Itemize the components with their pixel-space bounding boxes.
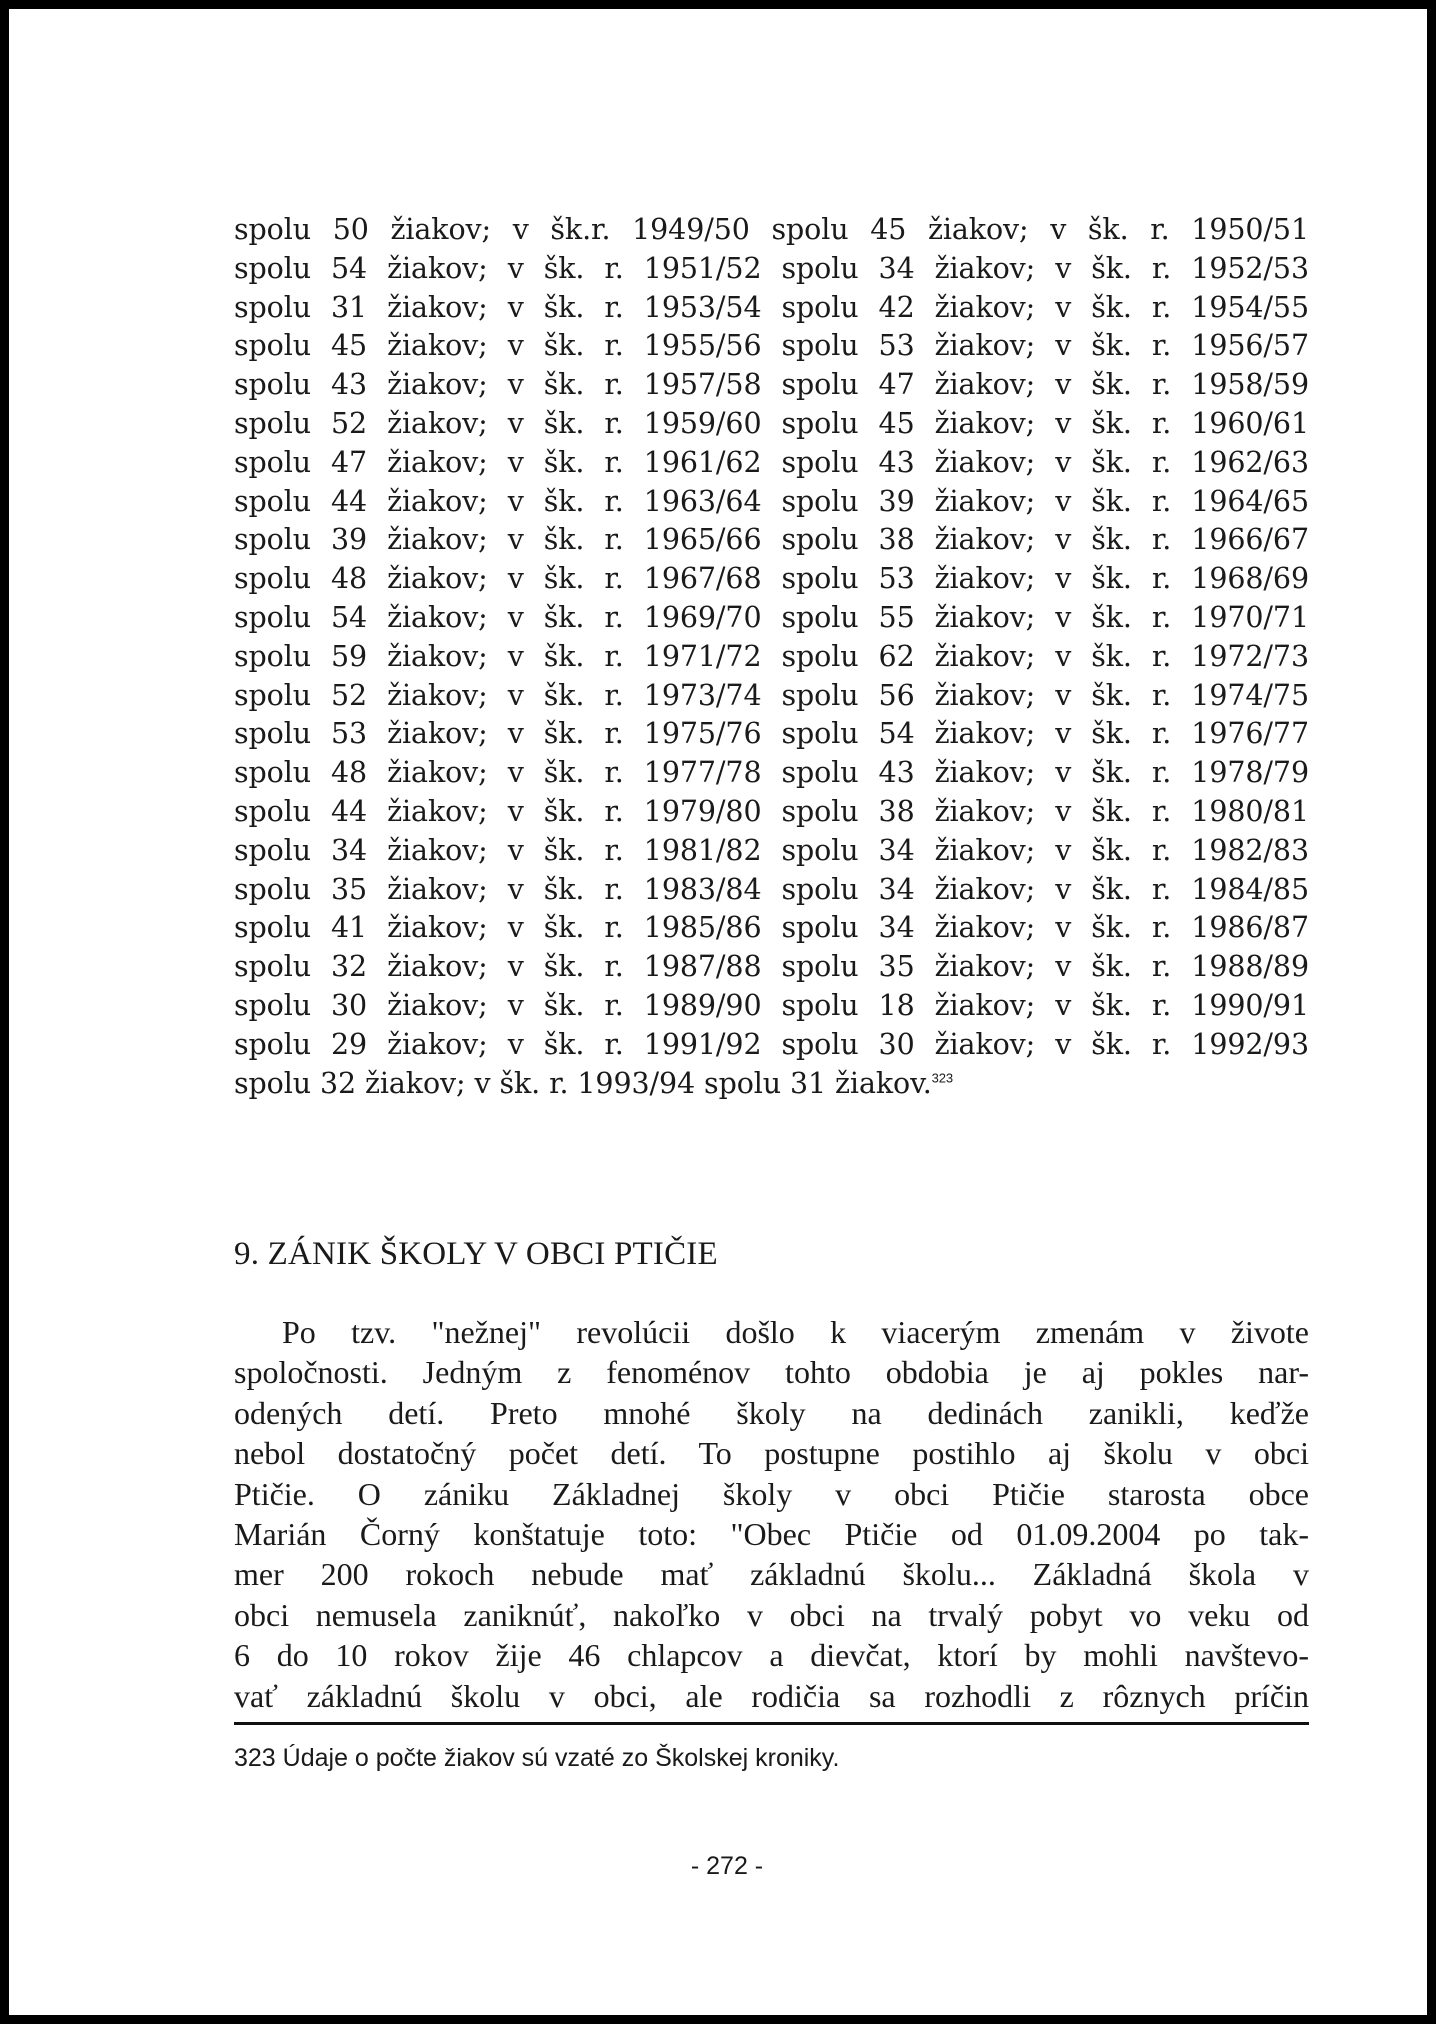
footnote-reference: 323 — [931, 1070, 954, 1086]
stats-line: spolu 52 žiakov; v šk. r. 1973/74 spolu 56 žiakov; v šk. r. 1974/75 — [234, 678, 1309, 712]
stats-line: spolu 47 žiakov; v šk. r. 1961/62 spolu 43 žiakov; v šk. r. 1962/63 — [234, 445, 1309, 479]
stats-line: spolu 34 žiakov; v šk. r. 1981/82 spolu 34 žiakov; v šk. r. 1982/83 — [234, 833, 1309, 867]
stats-line: spolu 30 žiakov; v šk. r. 1989/90 spolu 18 žiakov; v šk. r. 1990/91 — [234, 988, 1309, 1022]
stats-line: spolu 53 žiakov; v šk. r. 1975/76 spolu 54 žiakov; v šk. r. 1976/77 — [234, 717, 1309, 751]
stats-line: spolu 43 žiakov; v šk. r. 1957/58 spolu 47 žiakov; v šk. r. 1958/59 — [234, 368, 1309, 402]
enrollment-statistics — [234, 211, 1309, 1103]
stats-line: spolu 44 žiakov; v šk. r. 1963/64 spolu 39 žiakov; v šk. r. 1964/65 — [234, 484, 1309, 518]
footnote-divider — [234, 1722, 1309, 1725]
stats-line: spolu 52 žiakov; v šk. r. 1959/60 spolu 45 žiakov; v šk. r. 1960/61 — [234, 406, 1309, 440]
paragraph-line: mer 200 rokoch nebude mať základnú školu... Základná škola v — [234, 1556, 1309, 1593]
stats-line: spolu 32 žiakov; v šk. r. 1987/88 spolu 35 žiakov; v šk. r. 1988/89 — [234, 950, 1309, 984]
stats-line: spolu 41 žiakov; v šk. r. 1985/86 spolu 34 žiakov; v šk. r. 1986/87 — [234, 911, 1309, 945]
paragraph-line: odených detí. Preto mnohé školy na dedinách zanikli, keďže — [234, 1394, 1309, 1431]
stats-line: spolu 39 žiakov; v šk. r. 1965/66 spolu 38 žiakov; v šk. r. 1966/67 — [234, 523, 1309, 557]
paragraph-line: Marián Čorný konštatuje toto: "Obec Ptičie od 01.09.2004 po tak- — [234, 1516, 1309, 1553]
page-number: - 272 - — [690, 1852, 764, 1880]
stats-line: spolu 48 žiakov; v šk. r. 1977/78 spolu 43 žiakov; v šk. r. 1978/79 — [234, 756, 1309, 790]
stats-last-text: spolu 32 žiakov; v šk. r. 1993/94 spolu 31 žiakov. — [234, 1066, 932, 1100]
stats-line: spolu 35 žiakov; v šk. r. 1983/84 spolu 34 žiakov; v šk. r. 1984/85 — [234, 872, 1309, 906]
section-heading: 9. ZÁNIK ŠKOLY V OBCI PTIČIE — [234, 1236, 718, 1272]
stats-line-last — [234, 1065, 1309, 1104]
paragraph-line: nebol dostatočný počet detí. To postupne postihlo aj školu v obci — [234, 1435, 1309, 1472]
body-paragraph — [234, 1312, 1309, 1716]
stats-line: spolu 48 žiakov; v šk. r. 1967/68 spolu 53 žiakov; v šk. r. 1968/69 — [234, 562, 1309, 596]
footnote: 323 Údaje o počte žiakov sú vzaté zo Školskej kroniky. — [234, 1744, 840, 1772]
stats-line: spolu 54 žiakov; v šk. r. 1969/70 spolu 55 žiakov; v šk. r. 1970/71 — [234, 600, 1309, 634]
paragraph-line: vať základnú školu v obci, ale rodičia sa rozhodli z rôznych príčin — [234, 1677, 1309, 1714]
stats-line: spolu 59 žiakov; v šk. r. 1971/72 spolu 62 žiakov; v šk. r. 1972/73 — [234, 639, 1309, 673]
stats-line: spolu 54 žiakov; v šk. r. 1951/52 spolu 34 žiakov; v šk. r. 1952/53 — [234, 251, 1309, 285]
stats-line: spolu 45 žiakov; v šk. r. 1955/56 spolu 53 žiakov; v šk. r. 1956/57 — [234, 329, 1309, 363]
stats-line: spolu 50 žiakov; v šk.r. 1949/50 spolu 45 žiakov; v šk. r. 1950/51 — [234, 213, 1309, 246]
stats-line: spolu 31 žiakov; v šk. r. 1953/54 spolu 42 žiakov; v šk. r. 1954/55 — [234, 290, 1309, 324]
stats-line: spolu 44 žiakov; v šk. r. 1979/80 spolu 38 žiakov; v šk. r. 1980/81 — [234, 794, 1309, 828]
paragraph-line: obci nemusela zaniknúť, nakoľko v obci na trvalý pobyt vo veku od — [234, 1596, 1309, 1633]
stats-line: spolu 29 žiakov; v šk. r. 1991/92 spolu 30 žiakov; v šk. r. 1992/93 — [234, 1027, 1309, 1061]
paragraph-line: 6 do 10 rokov žije 46 chlapcov a dievčat, ktorí by mohli navštevo- — [234, 1637, 1309, 1674]
paragraph-line: Po tzv. "nežnej" revolúcii došlo k viacerým zmenám v živote — [282, 1314, 1309, 1350]
paragraph-line: Ptičie. O zániku Základnej školy v obci Ptičie starosta obce — [234, 1475, 1309, 1512]
paragraph-line: spoločnosti. Jedným z fenoménov tohto obdobia je aj pokles nar- — [234, 1354, 1309, 1391]
